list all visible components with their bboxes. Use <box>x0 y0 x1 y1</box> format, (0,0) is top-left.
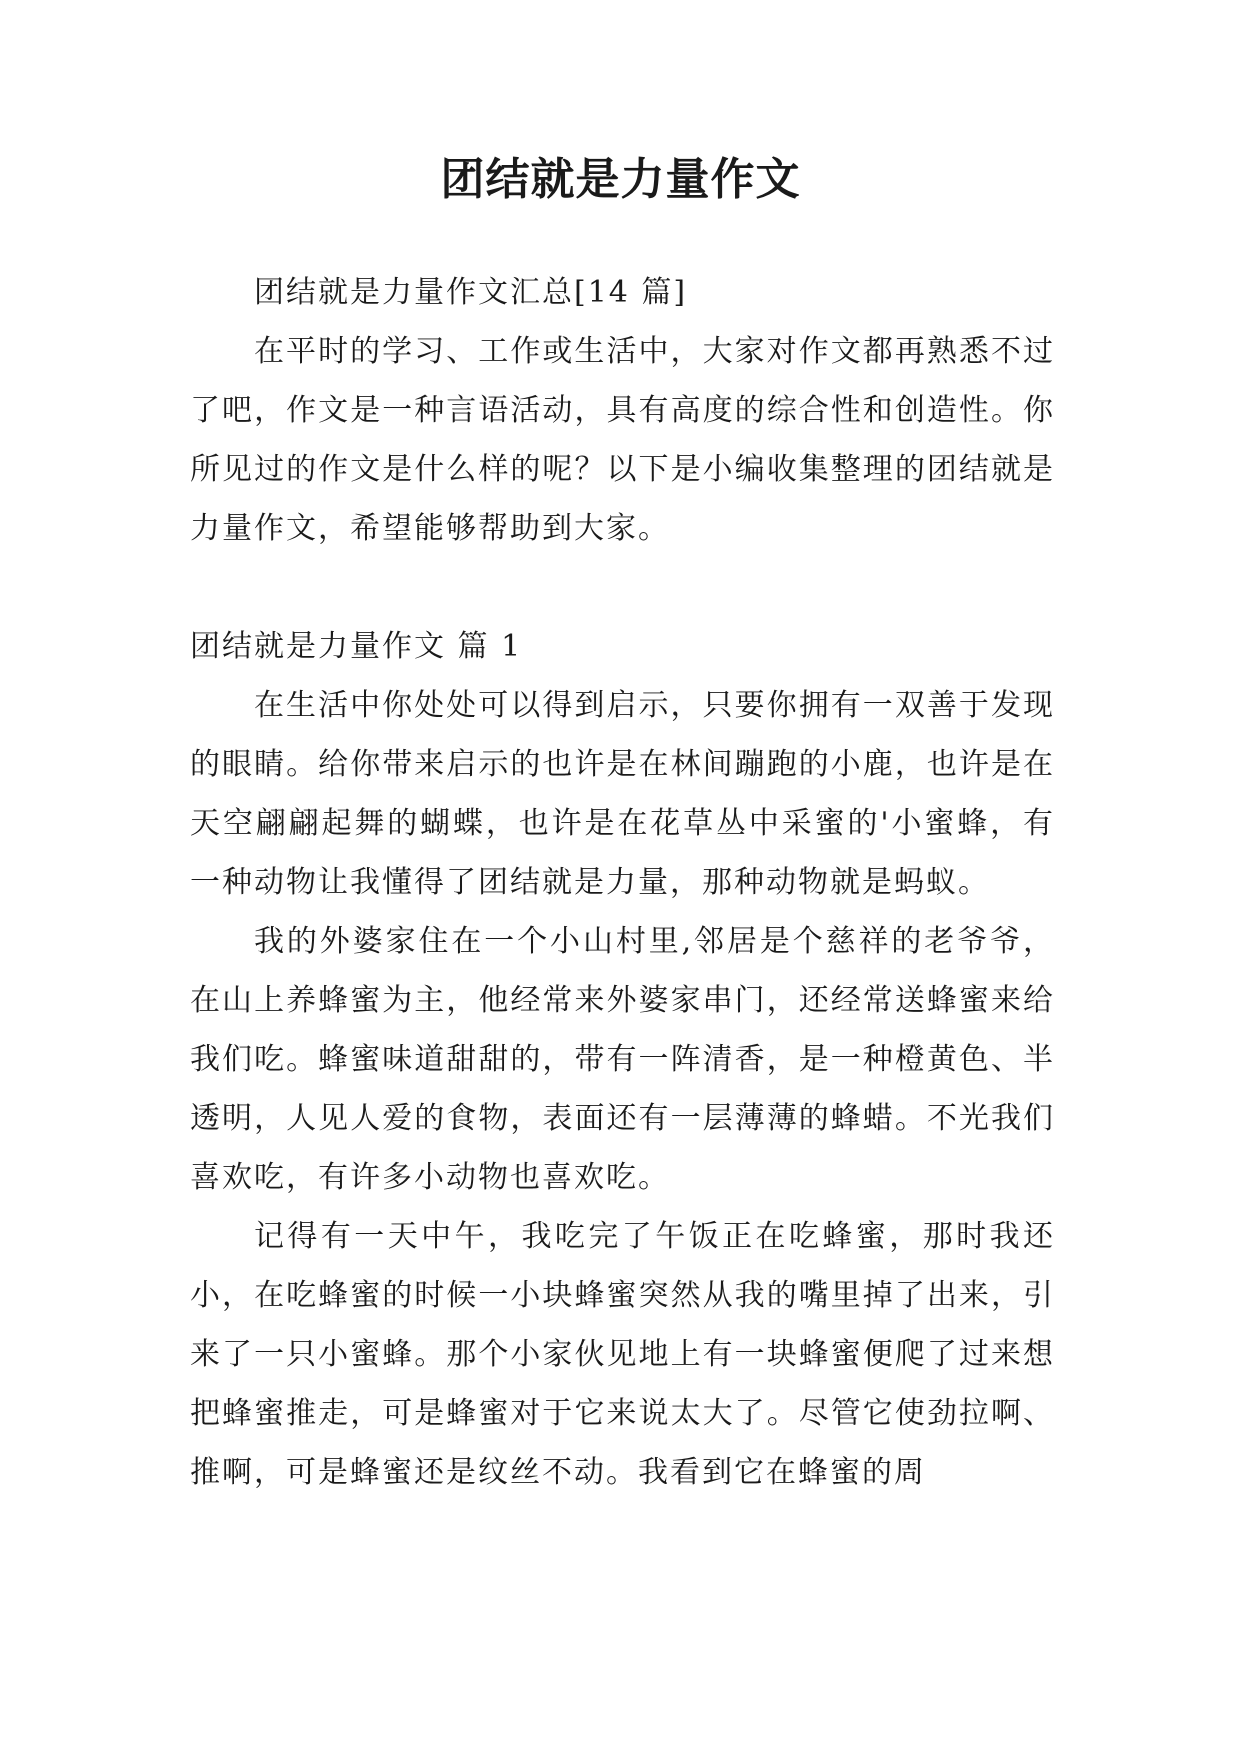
body-paragraph: 在生活中你处处可以得到启示，只要你拥有一双善于发现的眼睛。给你带来启示的也许是在林间蹦跑的小鹿，也许是在天空翩翩起舞的蝴蝶，也许是在花草丛中采蜜的'小蜜蜂，有一种动物让我懂得了团结就是力量，那种动物就是蚂蚁。 <box>190 688 1055 900</box>
body-paragraph: 记得有一天中午，我吃完了午饭正在吃蜂蜜，那时我还小，在吃蜂蜜的时候一小块蜂蜜突然从我的嘴里掉了出来，引来了一只小蜜蜂。那个小家伙见地上有一块蜂蜜便爬了过来想把蜂蜜推走，可是蜂蜜对于它来说太大了。尽管它使劲拉啊、推啊，可是蜂蜜还是纹丝不动。我看到它在蜂蜜的周 <box>190 1219 1055 1490</box>
intro-paragraph: 在平时的学习、工作或生活中，大家对作文都再熟悉不过了吧，作文是一种言语活动，具有高度的综合性和创造性。你所见过的作文是什么样的呢？以下是小编收集整理的团结就是力量作文，希望能够帮助到大家。 <box>190 334 1055 546</box>
body-paragraph: 我的外婆家住在一个小山村里,邻居是个慈祥的老爷爷，在山上养蜂蜜为主，他经常来外婆家串门，还经常送蜂蜜来给我们吃。蜂蜜味道甜甜的，带有一阵清香，是一种橙黄色、半透明，人见人爱的食物，表面还有一层薄薄的蜂蜡。不光我们喜欢吃，有许多小动物也喜欢吃。 <box>190 924 1055 1195</box>
section-heading: 团结就是力量作文 篇 1 <box>190 629 523 664</box>
document-body <box>190 263 1055 1502</box>
document-subtitle: 团结就是力量作文汇总[14 篇] <box>254 275 688 310</box>
document-title: 团结就是力量作文 <box>440 154 801 205</box>
